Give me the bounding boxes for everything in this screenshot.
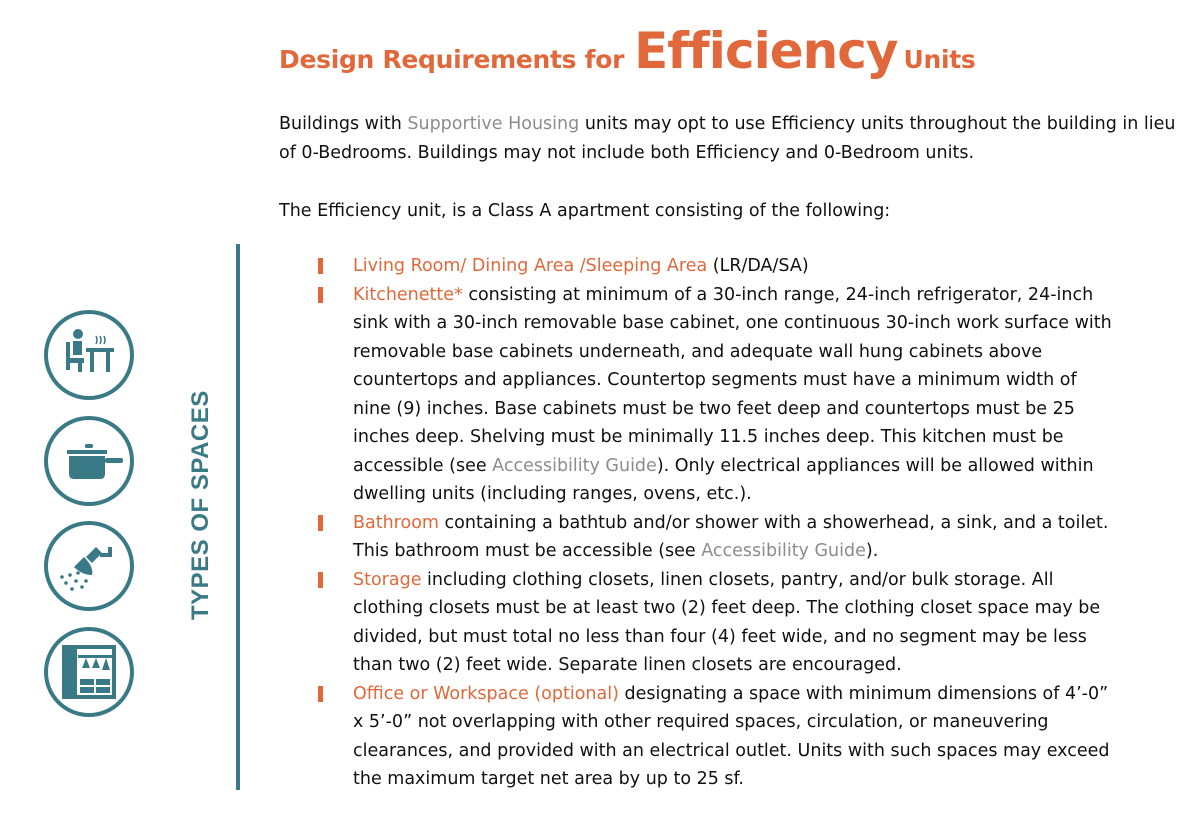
- sidebar-title: TYPES OF SPACES: [187, 390, 214, 620]
- bullet-marker: [318, 258, 323, 274]
- cooking-pot-icon: [44, 416, 134, 506]
- supportive-housing-link[interactable]: Supportive Housing: [407, 114, 580, 134]
- title-emphasis: Efficiency: [634, 22, 898, 80]
- item-text: containing a bathtub and/or shower with a showerhead, a sink, and a toilet. This bathroom must be accessible (see: [353, 512, 1109, 561]
- intro-p1-start: Buildings with: [279, 114, 408, 134]
- bullet-marker: [318, 515, 323, 531]
- item-text: (LR/DA/SA): [707, 256, 809, 276]
- shower-icon: [44, 521, 134, 611]
- intro-paragraph-2: The Efficiency unit, is a Class A apartment consisting of the following:: [279, 201, 891, 221]
- accessibility-guide-link[interactable]: Accessibility Guide: [701, 541, 866, 561]
- bullet-marker: [318, 686, 323, 702]
- intro-text: [279, 110, 1179, 226]
- space-requirements-list: [318, 252, 1118, 794]
- list-item: [318, 281, 1118, 509]
- item-term: Kitchenette*: [353, 284, 463, 305]
- dining-icon: [44, 310, 134, 400]
- item-term: Bathroom: [353, 512, 439, 533]
- item-text-end: ).: [865, 541, 879, 561]
- closet-icon: [44, 627, 134, 717]
- item-text-end: ). Only electrical appliances will be allowed within dwelling units (including ranges, ovens, etc.).: [353, 455, 1094, 504]
- list-item: [318, 509, 1118, 566]
- sidebar-divider: [236, 244, 240, 790]
- bullet-marker: [318, 572, 323, 588]
- page-title: [279, 22, 975, 80]
- title-suffix: Units: [903, 45, 976, 74]
- list-item: [318, 680, 1118, 794]
- item-text: including clothing closets, linen closets, pantry, and/or bulk storage. All clothing closets must be at least two (2) feet deep. The clothing closet space may be divided, but must total no less than four (4) feet wide, and no segment may be less than two (2) feet wide. Separate linen closets are encouraged.: [353, 569, 1101, 675]
- bullet-marker: [318, 287, 323, 303]
- item-term: Living Room/ Dining Area /Sleeping Area: [353, 256, 708, 276]
- intro-p1-end: units may opt to use Efficiency units throughout the building in lieu of 0-Bedrooms. Buildings may not include both Efficiency and 0-Bedroom units.: [279, 114, 1176, 163]
- item-term: Storage: [353, 569, 422, 590]
- item-text: designating a space with minimum dimensions of 4’-0” x 5’-0” not overlapping with other required spaces, circulation, or maneuvering clearances, and provided with an electrical outlet. Units with such spaces may exceed the maximum target net area by up to 25 sf.: [353, 683, 1110, 789]
- list-item: [318, 566, 1118, 680]
- list-item: [318, 252, 1118, 281]
- title-prefix: Design Requirements for: [279, 45, 625, 74]
- accessibility-guide-link[interactable]: Accessibility Guide: [492, 455, 657, 476]
- item-text: consisting at minimum of a 30-inch range, 24-inch refrigerator, 24-inch sink with a 30-inch removable base cabinet, one continuous 30-inch work surface with removable base cabinets underneath, and adequate wall hung cabinets above countertops and appliances. Countertop segments must have a minimum width of nine (9) inches. Base cabinets must be two feet deep and countertops must be 25 inches deep. Shelving must be minimally 11.5 inches deep. This kitchen must be accessible (see: [353, 284, 1112, 476]
- intro-paragraph-1: [279, 110, 1179, 168]
- item-term: Office or Workspace (optional): [353, 683, 619, 704]
